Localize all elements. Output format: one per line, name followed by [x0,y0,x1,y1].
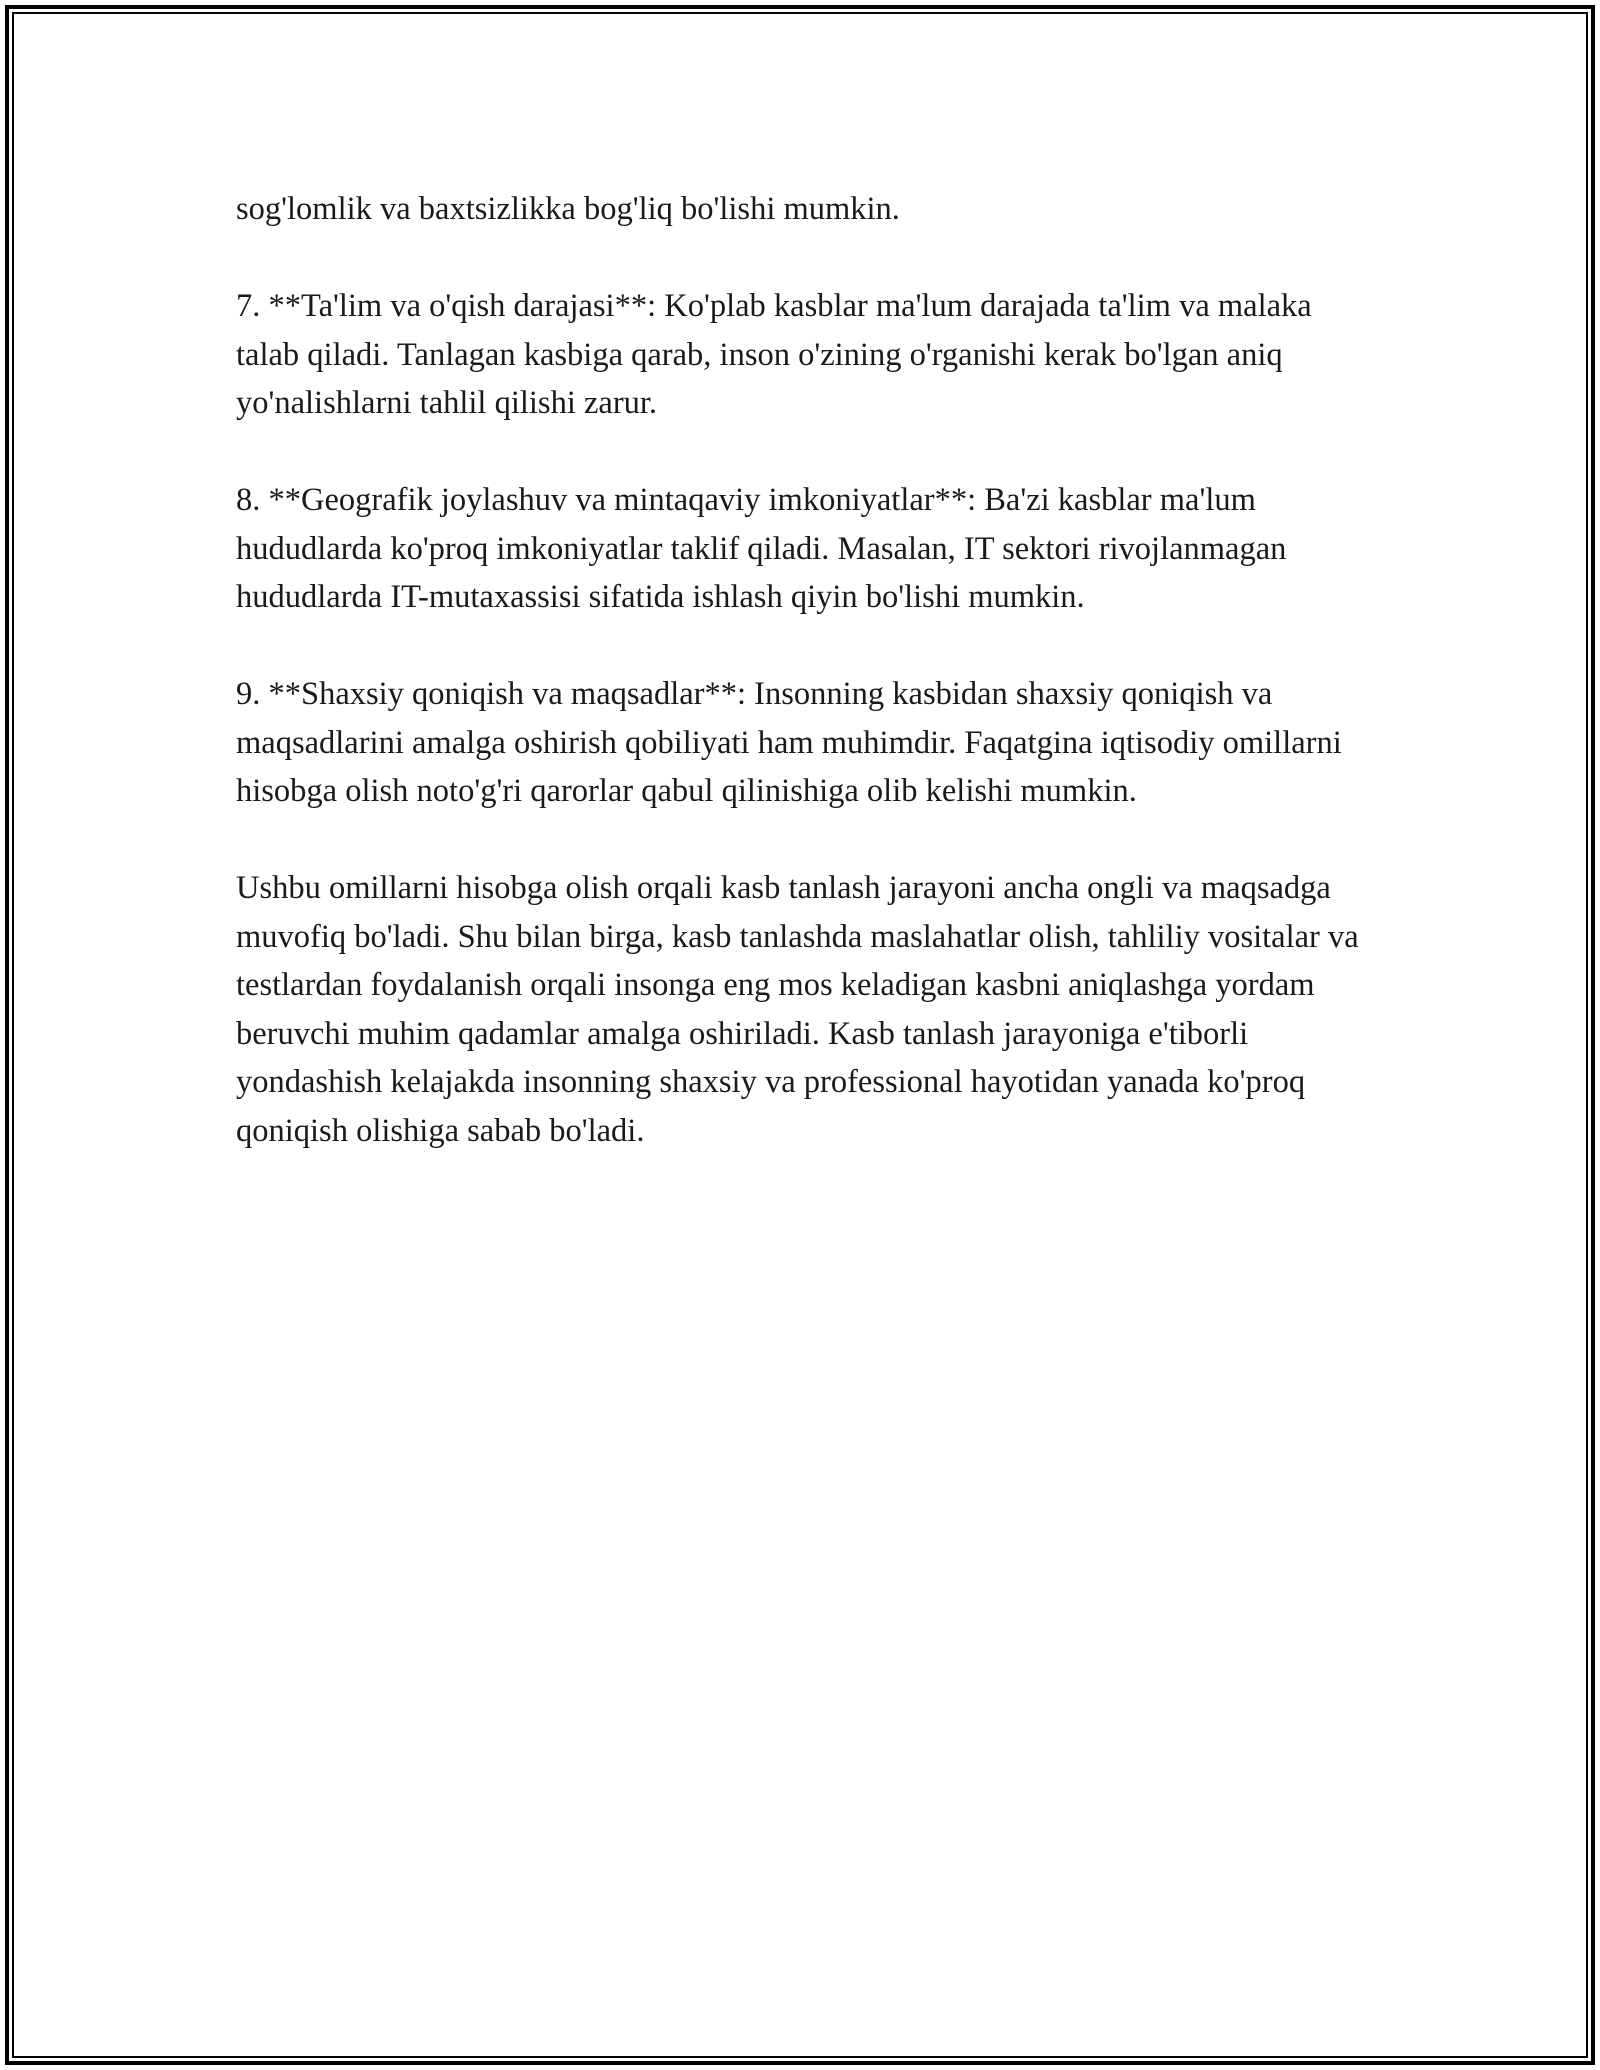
paragraph-item-8-geography: 8. **Geografik joylashuv va mintaqaviy imkoniyatlar**: Ba'zi kasblar ma'lum hududlarda ko'proq imkoniyatlar taklif qiladi. Masalan, IT sektori rivojlanmagan hududlarda IT-mutaxassisi sifatida ishlash qiyin bo'lishi mumkin. [236,482,1287,615]
paragraph-conclusion: Ushbu omillarni hisobga olish orqali kasb tanlash jarayoni ancha ongli va maqsadga muvofiq bo'ladi. Shu bilan birga, kasb tanlashda maslahatlar olish, tahliliy vositalar va testlardan foydalanish orqali insonga eng mos keladigan kasbni aniqlashga yordam beruvchi muhim qadamlar amalga oshiriladi. Kasb tanlash jarayoniga e'tiborli yondashish kelajakda insonning shaxsiy va professional hayotidan yanada ko'proq qoniqish olishiga sabab bo'ladi. [236,870,1359,1149]
paragraph-item-9-personal-satisfaction: 9. **Shaxsiy qoniqish va maqsadlar**: Insonning kasbidan shaxsiy qoniqish va maqsadlarini amalga oshirish qobiliyati ham muhimdir. Faqatgina iqtisodiy omillarni hisobga olish noto'g'ri qarorlar qabul qilinishiga olib kelishi mumkin. [236,676,1342,809]
document-body [236,185,1376,1155]
paragraph-continuation: sog'lomlik va baxtsizlikka bog'liq bo'lishi mumkin. [236,191,900,227]
paragraph-item-7-education: 7. **Ta'lim va o'qish darajasi**: Ko'plab kasblar ma'lum darajada ta'lim va malaka talab qiladi. Tanlagan kasbiga qarab, inson o'zining o'rganishi kerak bo'lgan aniq yo'nalishlarni tahlil qilishi zarur. [236,288,1312,421]
